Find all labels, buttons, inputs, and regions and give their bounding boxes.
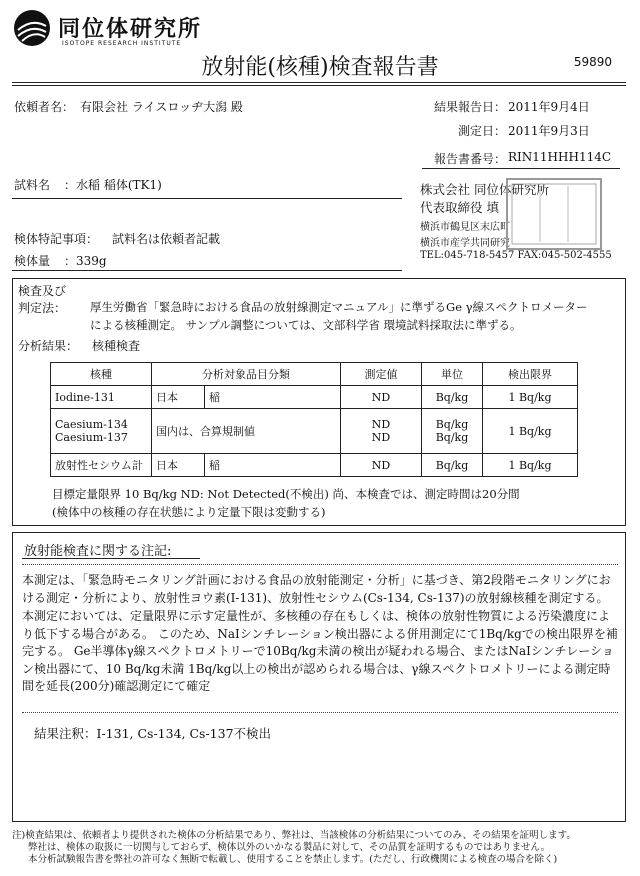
analysis-label: 分析結果： (18, 339, 79, 353)
method-line-2: による核種測定。 サンプル調整については、文部科学省 環境試料採取法に準ずる。 (90, 318, 522, 332)
analysis-value: 核種検査 (92, 339, 141, 353)
unit-cs134: Bq/kg (435, 418, 469, 431)
limit-cell: 1 Bq/kg (483, 386, 578, 409)
sample-qty: ：339g (64, 254, 107, 268)
unit-cell: Bq/kg (422, 386, 483, 409)
footer-note-1: 注)検査結果は、依頼者より提供された検体の分析結果であり、弊社は、当該検体の分析結果についてのみ、その結果を証明します。 (12, 830, 576, 841)
company-tel: TEL:045-718-5457 FAX:045-502-4555 (420, 250, 612, 261)
header-limit: 検出限界 (483, 363, 578, 386)
limit-cell: 1 Bq/kg (483, 454, 578, 477)
nuclide-cell (51, 409, 152, 454)
results-table (50, 362, 578, 477)
org-name: 同位体研究所 (58, 17, 203, 42)
report-no-label: 報告書番号： (433, 152, 506, 166)
title-rule (12, 82, 626, 83)
class-cell: 日本 (152, 454, 205, 477)
table-row (51, 409, 578, 454)
logo-icon (12, 8, 52, 48)
company-address-2: 横浜市産学共同研究 (420, 238, 510, 249)
footer-note-3: 本分析試験報告書を弊社の許可なく無断で転載し、使用することを禁止します。(ただし、行政機関による検査の場合を除く) (28, 854, 558, 865)
qty-rule (12, 270, 402, 271)
sample-notes-label: 検体特記事項： (14, 232, 99, 246)
conclusion: 結果注釈：I-131, Cs-134, Cs-137不検出 (34, 726, 272, 741)
sample-name-label: 試料名 (14, 178, 51, 192)
measure-date: 2011年9月3日 (508, 124, 590, 138)
unit-cs137: Bq/kg (435, 431, 469, 444)
unit-cell (422, 409, 483, 454)
sample-name: ：水稲 稲体(TK1) (64, 178, 162, 192)
client-name: 有限会社 ライスロッヂ大潟 殿 (80, 100, 243, 114)
method-label: 判定法： (18, 301, 67, 315)
conclusion-divider (22, 712, 618, 713)
table-row (51, 454, 578, 477)
company-name: 株式会社 同位体研究所 (420, 182, 549, 197)
nuclide-cs134: Caesium-134 (55, 418, 128, 431)
header-nuclide: 核種 (51, 363, 152, 386)
nuclide-cs137: Caesium-137 (55, 431, 128, 444)
document-number: 59890 (573, 55, 612, 69)
header-classification: 分析対象品目分類 (152, 363, 341, 386)
value-cell: ND (341, 454, 422, 477)
measure-date-label: 測定日： (457, 124, 506, 138)
report-date-label: 結果報告日： (433, 100, 506, 114)
notes-title: 放射能検査に関する注記: (24, 544, 172, 559)
unit-cell: Bq/kg (422, 454, 483, 477)
limit-cell: 1 Bq/kg (483, 409, 578, 454)
value-cs137: ND (371, 431, 391, 444)
table-row (51, 386, 578, 409)
class-cell-2: 稲 (205, 386, 341, 409)
notes-title-underline (22, 558, 200, 559)
method-section-label: 検査及び (18, 284, 67, 298)
report-date: 2011年9月4日 (508, 100, 590, 114)
notes-paragraph-1: 本測定は、「緊急時モニタリング計画における食品の放射能測定・分析」に基づき、第2段階モニタリングにおける測定・分析により、放射性ヨウ素(I-131)、放射性セシウム(Cs-134, Cs-137)の放射線核種を測定する。 (22, 573, 611, 605)
org-subtitle: ISOTOPE RESEARCH INSTITUTE (62, 40, 182, 47)
class-cell: 日本 (152, 386, 205, 409)
report-no-rule (422, 168, 620, 169)
limit-note-2: (検体中の核種の存在状態により定量下限は変動する) (52, 505, 326, 519)
value-cell (341, 409, 422, 454)
report-number: RIN11HHH114C (508, 150, 612, 164)
value-cs134: ND (371, 418, 391, 431)
nuclide-cell: Iodine-131 (51, 386, 152, 409)
nuclide-cell: 放射性セシウム計 (51, 454, 152, 477)
client-label: 依頼者名： (14, 100, 75, 114)
sample-qty-label: 検体量 (14, 254, 51, 268)
class-cell: 国内は、合算規制値 (152, 409, 341, 454)
method-line-1: 厚生労働省「緊急時における食品の放射線測定マニュアル」に準ずるGe γ線スペクトロメーター (90, 300, 588, 314)
notes-paragraph-2: 本測定においては、定量限界に示す定量性が、多核種の存在もしくは、検体の放射性物質による汚染濃度により低下する場合がある。 このため、NaIシンチレーション検出器による併用測定にて1Bq/kgでの検出限界を補完する。 Ge半導体γ線スペクトロメトリーで10Bq/kg未満の検出が疑われる場合、またはNaIシンチレーション検出器にて、10 Bq/kg未満 1Bq/kg以上の検出が認められる場合は、γ線スペクトロメトリーによる測定時間を延長(200分)確認測定にて確定 (22, 609, 618, 694)
title-rule-2 (12, 85, 626, 86)
sample-rule (12, 198, 402, 199)
header-value: 測定値 (341, 363, 422, 386)
sample-notes: 試料名は依頼者記載 (112, 232, 221, 246)
class-cell-2: 稲 (205, 454, 341, 477)
company-seal (506, 178, 602, 250)
table-header-row (51, 363, 578, 386)
company-rep: 代表取締役 填 (420, 200, 499, 215)
document-title: 放射能(核種)検査報告書 (201, 55, 439, 80)
footer-note-2: 弊社は、検体の取扱に一切関与しておらず、検体以外のいかなる製品に対して、その品質を証明するものではありません。 (28, 842, 551, 853)
value-cell: ND (341, 386, 422, 409)
company-address-1: 横浜市鶴見区末広町 (420, 222, 510, 233)
notes-divider (22, 564, 618, 565)
header-unit: 単位 (422, 363, 483, 386)
limit-note-1: 目標定量限界 10 Bq/kg ND: Not Detected(不検出) 尚、本検査では、測定時間は20分間 (52, 487, 520, 501)
